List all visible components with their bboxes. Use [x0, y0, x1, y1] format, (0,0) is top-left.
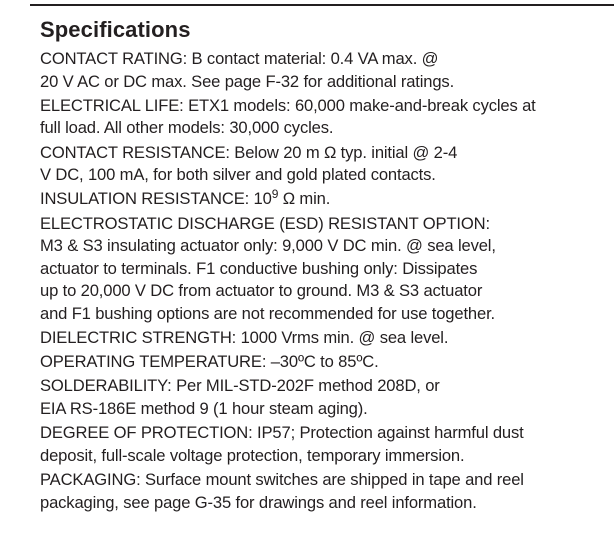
- spec-line: actuator to terminals. F1 conductive bushing only: Dissipates: [40, 258, 478, 278]
- spec-line: PACKAGING: Surface mount switches are shipped in tape and reel: [40, 470, 524, 490]
- spec-operating-temperature: [40, 351, 610, 374]
- spec-insulation-resistance: [40, 188, 610, 211]
- spec-line: ELECTRICAL LIFE: ETX1 models: 60,000 make-and-break cycles at: [40, 95, 536, 115]
- spec-line: OPERATING TEMPERATURE: –30ºC to 85ºC.: [40, 352, 379, 372]
- spec-line: SOLDERABILITY: Per MIL-STD-202F method 208D, or: [40, 376, 440, 396]
- section-title: Specifications: [40, 17, 191, 42]
- spec-solderability: [40, 375, 610, 420]
- spec-esd-option: [40, 213, 610, 326]
- spec-exponent: 9: [271, 187, 279, 202]
- spec-line: EIA RS-186E method 9 (1 hour steam aging).: [40, 399, 368, 419]
- spec-line: DIELECTRIC STRENGTH: 1000 Vrms min. @ sea level.: [40, 328, 449, 348]
- spec-line: CONTACT RATING: B contact material: 0.4 VA max. @: [40, 49, 439, 68]
- spec-line: CONTACT RESISTANCE: Below 20 m Ω typ. initial @ 2-4: [40, 142, 458, 162]
- spec-line: up to 20,000 V DC from actuator to ground. M3 & S3 actuator: [40, 281, 483, 301]
- spec-dielectric-strength: [40, 327, 610, 350]
- spec-contact-rating: [40, 48, 610, 93]
- spec-list: [40, 48, 610, 514]
- spec-line: [40, 187, 610, 211]
- spec-line: 20 V AC or DC max. See page F-32 for additional ratings.: [40, 71, 455, 91]
- spec-line: V DC, 100 mA, for both silver and gold plated contacts.: [40, 165, 436, 185]
- spec-line: full load. All other models: 30,000 cycles.: [40, 118, 334, 138]
- spec-line: and F1 bushing options are not recommended for use together.: [40, 303, 496, 323]
- spec-packaging: [40, 469, 610, 514]
- spec-degree-of-protection: [40, 422, 610, 467]
- spec-text: Ω min.: [278, 189, 331, 209]
- spec-line: packaging, see page G-35 for drawings and reel information.: [40, 492, 477, 512]
- spec-line: M3 & S3 insulating actuator only: 9,000 V DC min. @ sea level,: [40, 236, 496, 256]
- spec-electrical-life: [40, 95, 610, 140]
- spec-text: INSULATION RESISTANCE: 10: [40, 189, 272, 209]
- spec-line: DEGREE OF PROTECTION: IP57; Protection against harmful dust: [40, 423, 524, 443]
- spec-line: ELECTROSTATIC DISCHARGE (ESD) RESISTANT OPTION:: [40, 213, 490, 233]
- section-top-rule: [30, 4, 614, 6]
- spec-contact-resistance: [40, 142, 610, 187]
- spec-line: deposit, full-scale voltage protection, temporary immersion.: [40, 445, 465, 465]
